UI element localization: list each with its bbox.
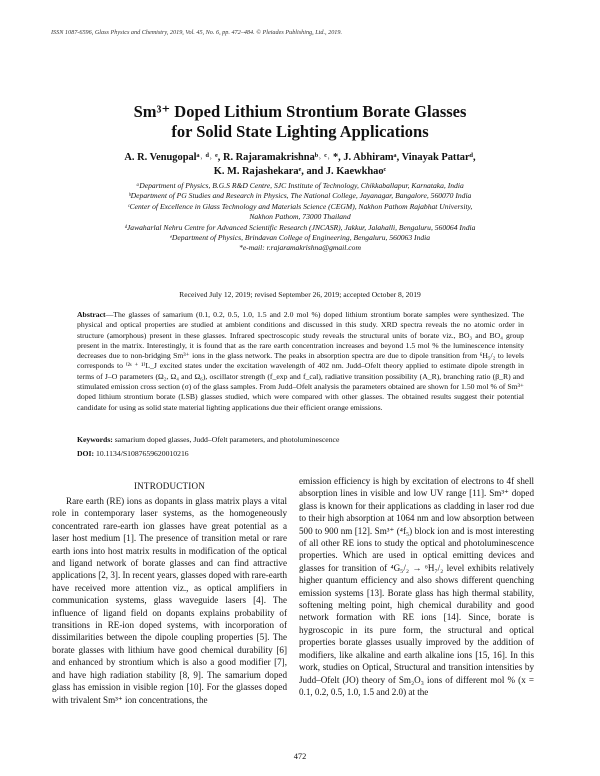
- intro-paragraph-2: emission efficiency is high by excitation of electrons to 4f shell absorption lines in visible and low UV range [11]. Sm³⁺ doped glass is known for their applications as cladding in laser rod due to their high absorption at 1064 nm and low absorption between 500 to 900 nm [12]. Sm³⁺ (⁴f₅) block ion and is most interesting of all other RE ions to study the optical and photoluminescence properties. Which are used in optical emitting devices and glasses for transition of ⁴G₅/₂ → ⁶H₇/₂ level exhibits relatively higher quantum efficiency and also shows different quenching emission systems [13]. Borate glass has high thermal stability, softening melting point, high chemical durability and good network formation with RE ions [14]. Since, borate is hygroscopic in its pure form, the structural and optical properties borate glasses usually improved by the addition of modifiers, like alkaline and earth alkaline ions [15, 16]. In this work, studies on Optical, Structural and transition intensities by Judd–Ofelt (JO) theory of Sm₂O₃ ions of different mol % (x = 0.1, 0.2, 0.5, 1.0, 1.5 and 2.0) at the: [299, 476, 534, 697]
- intro-paragraph-1: Rare earth (RE) ions as dopants in glass matrix plays a vital role in contemporary laser systems, as the homogeneously concentrated rare-earth ion glasses have great potential as a laser host medium [1]. The presence of transition metal or rare earth ions into host matrix results in modification of the optical and ligand network of borate glasses and can find attractive applications [2, 3]. In recent years, glasses doped with rare-earth have received more attention viz., as optical amplifiers in communication systems, glass waveguide lasers [4]. The influence of ligand field on dopants explains probability of transitions in RE-ion doped systems, with incorporation of dissimilarities between the dipole coupling properties [5]. The borate glasses with lithium have good chemical durability [6] and enhanced by strontium which is also a good modifier [7], and have high radiation stability [8, 9]. The samarium doped glass has emission in visible region [10]. For the glasses doped with trivalent Sm³⁺ ion concentrations, the: [52, 496, 287, 705]
- received-dates: Received July 12, 2019; revised September 26, 2019; accepted October 8, 2019: [179, 290, 421, 299]
- abstract-label: Abstract: [77, 310, 106, 319]
- affiliation-c-cont: Nakhon Pathom, 73000 Thailand: [249, 212, 351, 222]
- doi: [77, 449, 524, 458]
- affiliation-a: ᵃDepartment of Physics, B.G.S R&D Centre, SJC Institute of Technology, Chikkaballapur, Karnataka, India: [136, 181, 464, 190]
- keywords-label: Keywords:: [77, 435, 113, 444]
- body-column-left: [52, 495, 287, 706]
- affiliation-d: ᵈJawaharlal Nehru Centre for Advanced Scientific Research (JNCASR), Jakkur, Jalahalli, Bengaluru, 560064 India: [124, 222, 476, 232]
- corresponding-email: *e-mail: r.rajaramakrishna@gmail.com: [239, 243, 361, 253]
- title-line-1: Sm³⁺ Doped Lithium Strontium Borate Glasses: [133, 102, 467, 121]
- abstract-text: —The glasses of samarium (0.1, 0.2, 0.5, 1.0, 1.5 and 2.0 mol %) doped lithium strontium borate samples were synthesized. The physical and optical properties are studied at ambient conditions and discussed in this study. XRD spectra reveals the no atomic order in structure (amorphous) present in these glasses. Infrared spectroscopic study reveals the structural units of borate viz., BO₃ and BO₄ group present in the matrix. Interestingly, it is found that as the rare earth concentration increases and beyond 1.5 mol % the luminescence intensity decreases due to non-bridging Sm³⁺ ions in the glass network. The peaks in absorption spectra are due to dipole transition from ⁶H₅/₂ to levels corresponds to ⁽²ˢ ⁺ ¹⁾L_J excited states under the excitation wavelength of 402 nm. Judd–Ofelt theory applied to estimate dipole strength in terms of J–O parameters (Ω₂, Ω₄ and Ω₆), oscillator strength (f_exp and f_cal), radiative transition possibility (A_R), branching ratio (β_R) and stimulated emission cross section (σ) of the glass samples. From Judd–Ofelt analysis the parameters obtained are shown for 1.50 mol % of Sm³⁺ doped lithium strontium borate (LSB) glasses studied, which were compared with other glasses. The obtained results suggest their potential candidate for using as solid state material lighting applications due their efficient orange emissions.: [77, 310, 524, 412]
- doi-text: 10.1134/S1087659620010216: [96, 449, 189, 458]
- keywords-text: samarium doped glasses, Judd–Ofelt parameters, and photoluminescence: [114, 435, 340, 444]
- affiliations: [0, 181, 600, 254]
- section-heading-introduction: INTRODUCTION: [133, 481, 206, 491]
- affiliation-b: ᵇDepartment of PG Studies and Research in Physics, The National College, Jayanagar, Bangalore, 560070 India: [128, 191, 472, 201]
- paper-title: [0, 102, 600, 142]
- authors-line-2: K. M. Rajashekaraᵉ, and J. Kaewkhaoᶜ: [213, 166, 387, 177]
- title-line-2: for Solid State Lighting Applications: [171, 122, 429, 141]
- doi-label: DOI:: [77, 449, 95, 458]
- affiliation-c: ᶜCenter of Excellence in Glass Technology and Materials Science (CEGM), Nakhon Pathom Rajabhat University,: [127, 201, 473, 211]
- author-list: [0, 151, 600, 179]
- affiliation-e: ᵉDepartment of Physics, Brindavan College of Engineering, Bengaluru, 560063 India: [169, 233, 431, 243]
- journal-header: ISSN 1087-6596, Glass Physics and Chemistry, 2019, Vol. 45, No. 6, pp. 472–484. © Pleiades Publishing, Ltd., 2019.: [51, 29, 343, 36]
- page-number: 472: [293, 752, 307, 761]
- keywords: [77, 435, 524, 445]
- body-column-right: [299, 475, 534, 698]
- abstract: [77, 310, 524, 413]
- authors-line-1: A. R. Venugopalᵃ˒ ᵈ˒ ᵉ, R. Rajaramakrishnaᵇ˒ ᶜ˒ *, J. Abhiramᵃ, Vinayak Pattarᵈ,: [124, 152, 476, 163]
